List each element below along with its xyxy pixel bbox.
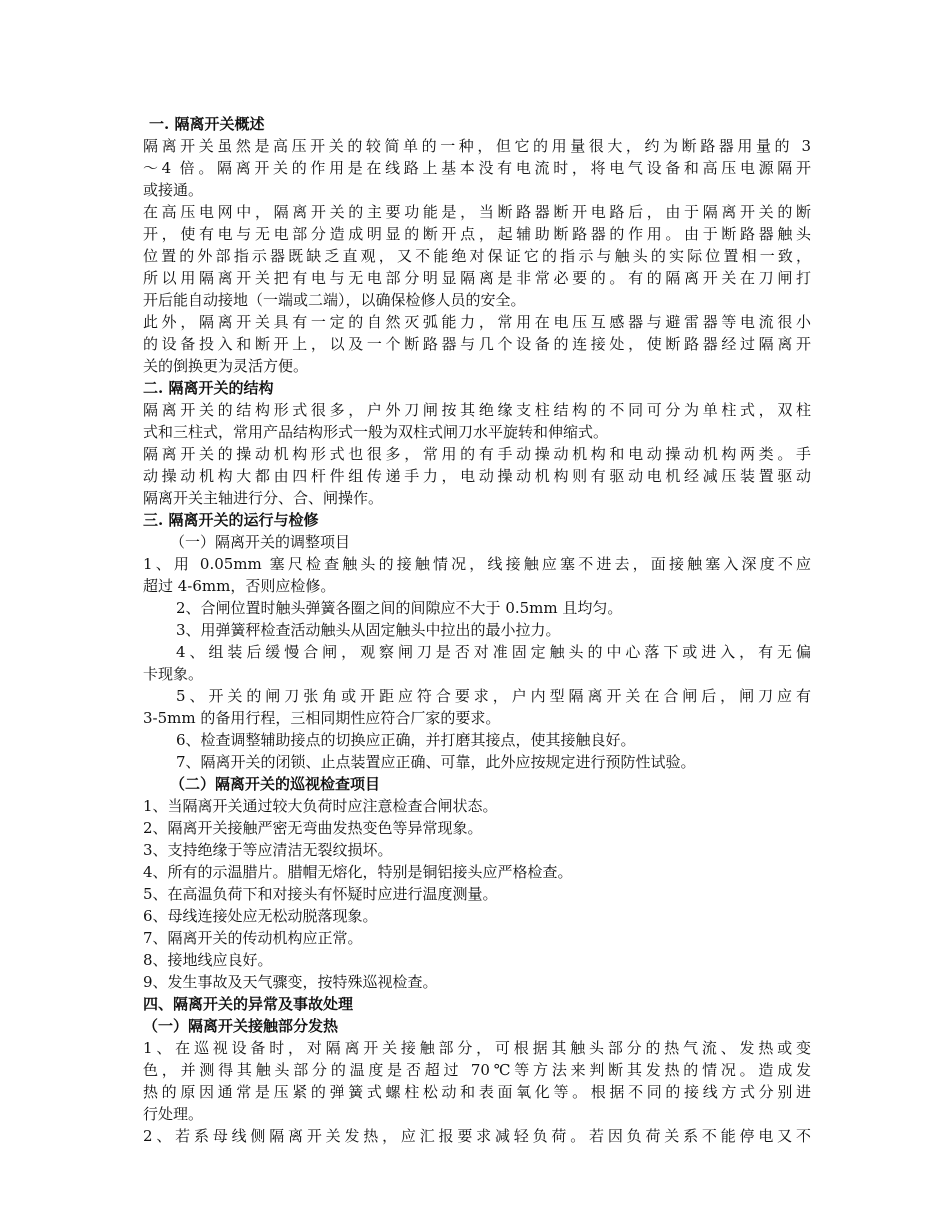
paragraph-line: ～4 倍。隔离开关的作用是在线路上基本没有电流时，将电气设备和高压电源隔开 <box>143 159 811 177</box>
paragraph-line: 式和三柱式，常用产品结构形式一般为双柱式闸刀水平旋转和伸缩式。 <box>143 423 609 441</box>
section-3-heading: 三. 隔离开关的运行与检修 <box>143 511 319 529</box>
paragraph-line: 隔离开关的结构形式很多，户外刀闸按其绝缘支柱结构的不同可分为单柱式，双柱 <box>143 401 811 419</box>
paragraph-line: 开后能自动接地（一端或二端），以确保检修人员的安全。 <box>143 291 526 309</box>
list-item: 6、检查调整辅助接点的切换应正确，并打磨其接点，使其接触良好。 <box>176 731 636 749</box>
paragraph-line: 此外，隔离开关具有一定的自然灭弧能力，常用在电压互感器与避雷器等电流很小 <box>143 313 811 331</box>
list-item: 4、组装后缓慢合闸，观察闸刀是否对准固定触头的中心落下或进入，有无偏 <box>176 643 811 661</box>
list-item: 7、隔离开关的传动机构应正常。 <box>143 929 363 947</box>
subsection-heading: （一）隔离开关接触部分发热 <box>143 1017 339 1035</box>
paragraph-line: 位置的外部指示器既缺乏直观，又不能绝对保证它的指示与触头的实际位置相一致， <box>143 247 811 265</box>
paragraph-line: 隔离开关虽然是高压开关的较简单的一种，但它的用量很大，约为断路器用量的 3 <box>143 137 811 155</box>
paragraph-line: 开，使有电与无电部分造成明显的断开点，起辅助断路器的作用。由于断路器触头 <box>143 225 811 243</box>
list-item: 5、开关的闸刀张角或开距应符合要求，户内型隔离开关在合闸后，闸刀应有 <box>176 687 811 705</box>
paragraph-line: 动操动机构大都由四杆件组传递手力，电动操动机构则有驱动电机经减压装置驱动 <box>143 467 811 485</box>
list-item: 3、用弹簧秤检查活动触头从固定触头中拉出的最小拉力。 <box>176 621 561 639</box>
list-item: 6、母线连接处应无松动脱落现象。 <box>143 907 378 925</box>
list-item: 4、所有的示温腊片。腊帽无熔化，特别是铜铝接头应严格检查。 <box>143 863 573 881</box>
list-item-continuation: 超过 4-6mm，否则应检修。 <box>143 577 336 595</box>
list-item: 7、隔离开关的闭锁、止点装置应正确、可靠，此外应按规定进行预防性试验。 <box>176 753 696 771</box>
section-2-heading: 二. 隔离开关的结构 <box>143 379 274 397</box>
paragraph-line: 或接通。 <box>143 181 204 199</box>
list-item-continuation: 3-5mm 的备用行程，三相同期性应符合厂家的要求。 <box>143 709 501 727</box>
list-item: 2、隔离开关接触严密无弯曲发热变色等异常现象。 <box>143 819 483 837</box>
list-item: 1、在巡视设备时，对隔离开关接触部分，可根据其触头部分的热气流、发热或变 <box>143 1039 811 1057</box>
section-1-heading: 一. 隔离开关概述 <box>149 115 265 133</box>
list-item: 1、当隔离开关通过较大负荷时应注意检查合闸状态。 <box>143 797 498 815</box>
list-item: 5、在高温负荷下和对接头有怀疑时应进行温度测量。 <box>143 885 498 903</box>
list-item: 2、若系母线侧隔离开关发热，应汇报要求减轻负荷。若因负荷关系不能停电又不 <box>143 1127 811 1145</box>
paragraph-line: 的设备投入和断开上，以及一个断路器与几个设备的连接处，使断路器经过隔离开 <box>143 335 811 353</box>
paragraph-line: 在高压电网中，隔离开关的主要功能是，当断路器断开电路后，由于隔离开关的断 <box>143 203 811 221</box>
paragraph-line: 所以用隔离开关把有电与无电部分明显隔离是非常必要的。有的隔离开关在刀闸打 <box>143 269 811 287</box>
list-item: 2、合闸位置时触头弹簧各圈之间的间隙应不大于 0.5mm 且均匀。 <box>176 599 623 617</box>
list-item: 9、发生事故及天气骤变，按特殊巡视检查。 <box>143 973 438 991</box>
list-item-continuation: 色，并测得其触头部分的温度是否超过 70℃等方法来判断其发热的情况。造成发 <box>143 1061 811 1079</box>
list-item: 8、接地线应良好。 <box>143 951 273 969</box>
subsection-heading: （一）隔离开关的调整项目 <box>170 533 351 551</box>
list-item-continuation: 卡现象。 <box>143 665 204 683</box>
subsection-heading: （二）隔离开关的巡视检查项目 <box>170 775 381 793</box>
list-item: 3、支持绝缘于等应清洁无裂纹损坏。 <box>143 841 393 859</box>
list-item-continuation: 热的原因通常是压紧的弹簧式螺柱松动和表面氧化等。根据不同的接线方式分别进 <box>143 1083 811 1101</box>
paragraph-line: 关的倒换更为灵活方便。 <box>143 357 309 375</box>
list-item-continuation: 行处理。 <box>143 1105 204 1123</box>
list-item: 1、用 0.05mm 塞尺检查触头的接触情况，线接触应塞不进去，面接触塞入深度不应 <box>143 555 811 573</box>
paragraph-line: 隔离开关的操动机构形式也很多，常用的有手动操动机构和电动操动机构两类。手 <box>143 445 811 463</box>
document-body <box>143 113 811 1147</box>
paragraph-line: 隔离开关主轴进行分、合、闸操作。 <box>143 489 384 507</box>
section-4-heading: 四、隔离开关的异常及事故处理 <box>143 995 354 1013</box>
